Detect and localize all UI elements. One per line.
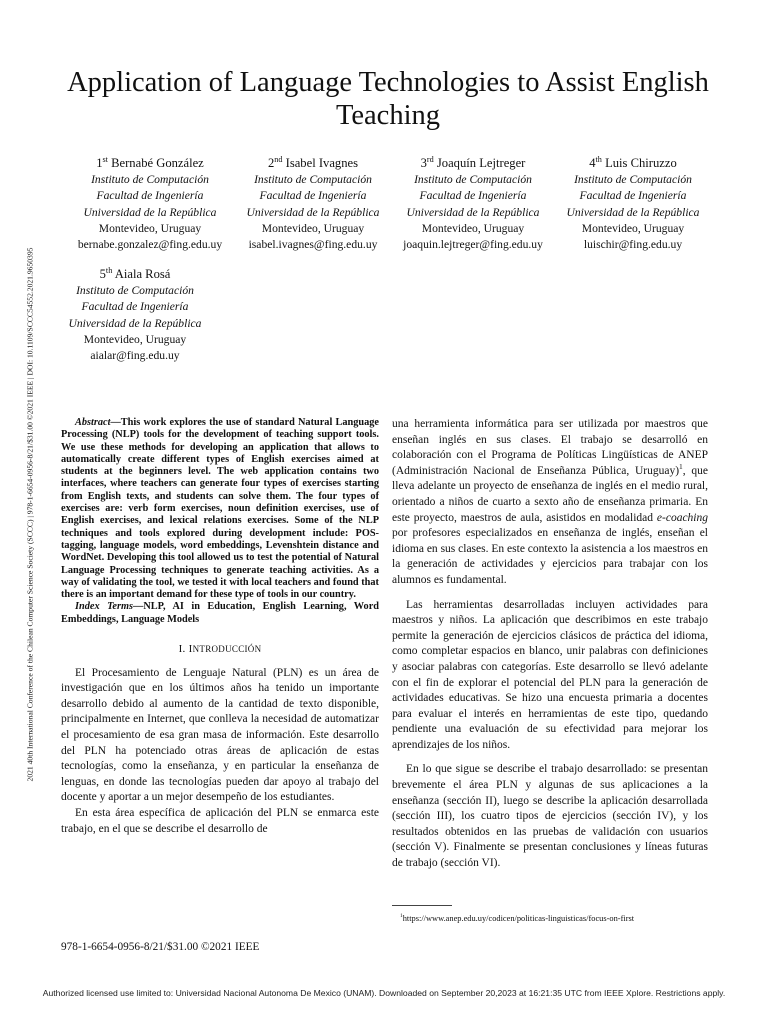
- intro-paragraph-1: El Procesamiento de Lenguaje Natural (PLN) es un área de investigación que en los últimos años ha tenido un importante desarrollo debido al aumento de la cantidad de texto disponible, principalmente en Internet, que conlleva la necesidad de automatizar el procesamiento de esa gran masa de información. Este desarrollo del PLN ha potenciado otras áreas de aplicación de estas tecnologías, como la enseñanza, y en particular la enseñanza de lenguas, en donde las tecnologías pueden dar apoyo al trabajo del docente y aportar a un mejor desempeño de los estudiantes.: [61, 666, 379, 804]
- author-location: Montevideo, Uruguay: [83, 332, 187, 346]
- footnote-link[interactable]: https://www.anep.edu.uy/codicen/politicas-linguisticas/focus-on-first: [402, 914, 635, 923]
- author-dept: Instituto de Computación: [574, 173, 692, 187]
- sidebar-text: 2021 40th International Conference of the Chilean Computer Science Society (SCCC) | 978-1-6654-0956-8/21/$31.00 ©2021 IEEE | DOI: 10.1109/SCCC54552.2021.9650395: [25, 247, 35, 782]
- author-university: Universidad de la República: [246, 205, 380, 219]
- author-dept: Instituto de Computación: [414, 173, 532, 187]
- author-block-4: [548, 155, 718, 253]
- intro-paragraph-2: En esta área específica de aplicación del PLN se enmarca este trabajo, en el que se describe el desarrollo de: [61, 806, 379, 835]
- author-university: Universidad de la República: [406, 205, 540, 219]
- copyright-line: 978-1-6654-0956-8/21/$31.00 ©2021 IEEE: [61, 941, 260, 953]
- footnote-divider: [392, 905, 452, 906]
- author-faculty: Facultad de Ingeniería: [419, 189, 527, 203]
- author-block-2: [228, 155, 398, 253]
- right-paragraph-1: una herramienta informática para ser utilizada por maestros que enseñan inglés en sus clases. El trabajo se desarrolló en colaboración con el Programa de Políticas Lingüísticas de ANEP (Administración Nacional de Enseñanza Pública, Uruguay)$^1$, que lleva adelante un proyecto de enseñanza de inglés en el medio rural, orientado a niños de cuarto a sexto año de enseñanza primaria. En este proyecto, maestros de aula, asistidos en modalidad e-coaching por profesores especializados en enseñanza de inglés, enseñan el idioma en sus clases. En este contexto la asistencia a los maestros en la generación de actividades y ejercicios para trabajar con los alumnos es fundamental.: [392, 418, 709, 586]
- right-paragraph-3: En lo que sigue se describe el trabajo desarrollado: se presentan brevemente el área PLN y algunas de sus aplicaciones a la enseñanza (sección II), luego se describe la aplicación desarrollada (sección III), los cuatro tipos de ejercicios (sección IV), y los resultados obtenidos en las pruebas de validación con usuarios (sección V). Finalmente se presentan conclusiones y líneas futuras de trabajo (sección VI).: [392, 763, 708, 870]
- license-notice: Authorized licensed use limited to: Universidad Nacional Autonoma De Mexico (UNAM). Downloaded on September 20,2023 at 16:21:35 UTC from IEEE Xplore. Restrictions apply.: [42, 988, 726, 998]
- left-column: [61, 417, 379, 837]
- author-dept: Instituto de Computación: [91, 173, 209, 187]
- author-location: Montevideo, Uruguay: [98, 221, 202, 235]
- author-location: Montevideo, Uruguay: [261, 221, 365, 235]
- right-column: [392, 417, 708, 872]
- author-university: Universidad de la República: [68, 316, 202, 330]
- abstract: Abstract—This work explores the use of standard Natural Language Processing (NLP) tools for the development of teaching support tools. We use these methods for developing an application that allows to automatically create different types of English exercises aimed at students at the beginners level. The web application contains two interfaces, where teachers can generate four types of exercises starting from English texts, and students can solve them. The four types of exercises are: verb form exercises, noun definition exercises, use of English exercises, and lexical relations exercises. Some of the NLP techniques and tools explored during development include: POS-tagging, language models, word embeddings, Levenshtein distance and WordNet. Developing this tool allowed us to test the potential of Natural Language Processing techniques to generate teaching activities. As a way of validating the tool, we tested it with local teachers and found that there is an important demand for these type of tools in our country.: [61, 417, 379, 601]
- right-paragraph-2: Las herramientas desarrolladas incluyen actividades para maestros y niños. La aplicación que describimos en este trabajo permite la generación de ejercicios clásicos de práctica del idioma, como completar espacios en blanco, unir palabras con definiciones y asociar palabras con categorías. Este desarrollo se llevó adelante con el fin de explorar el potencial del PLN para la generación de actividades educativas. Se hizo una encuesta primaria a docentes para evaluar el interés en herramientas de este tipo, quedando pendiente una evaluación de su efectividad para mejorar los aprendizajes de los niños.: [392, 598, 708, 751]
- author-university: Universidad de la República: [83, 205, 217, 219]
- author-email[interactable]: bernabe.gonzalez@fing.edu.uy: [77, 238, 223, 252]
- author-name: 1st Bernabé González: [96, 154, 204, 170]
- author-block-1: [65, 155, 235, 253]
- author-email[interactable]: aialar@fing.edu.uy: [90, 349, 180, 363]
- author-dept: Instituto de Computación: [76, 284, 194, 298]
- author-name: 2nd Isabel Ivagnes: [267, 154, 359, 170]
- paper-title: Application of Language Technologies to Assist English Teaching: [67, 67, 709, 131]
- author-faculty: Facultad de Ingeniería: [259, 189, 367, 203]
- author-block-3: [388, 155, 558, 253]
- author-email[interactable]: joaquin.lejtreger@fing.edu.uy: [403, 238, 543, 252]
- index-terms: Index Terms—NLP, AI in Education, English Learning, Word Embeddings, Language Models: [61, 601, 379, 625]
- author-university: Universidad de la República: [566, 205, 700, 219]
- author-faculty: Facultad de Ingeniería: [579, 189, 687, 203]
- author-name: 4th Luis Chiruzzo: [589, 154, 677, 170]
- author-location: Montevideo, Uruguay: [421, 221, 525, 235]
- author-faculty: Facultad de Ingeniería: [96, 189, 204, 203]
- author-email[interactable]: luischir@fing.edu.uy: [583, 238, 683, 252]
- conference-sidebar: [12, 150, 35, 890]
- author-location: Montevideo, Uruguay: [581, 221, 685, 235]
- footnote: $^1$https://www.anep.edu.uy/codicen/politicas-linguisticas/focus-on-first: [400, 913, 635, 923]
- author-name: 5th Aiala Rosá: [99, 265, 171, 281]
- author-name: 3rd Joaquín Lejtreger: [420, 154, 526, 170]
- author-block-5: [50, 266, 220, 364]
- section-heading: I. INTRODUCCIÓN: [178, 643, 262, 656]
- author-email[interactable]: isabel.ivagnes@fing.edu.uy: [248, 238, 378, 252]
- footnote-ref: 1: [679, 461, 683, 471]
- author-dept: Instituto de Computación: [254, 173, 372, 187]
- author-faculty: Facultad de Ingeniería: [81, 300, 189, 314]
